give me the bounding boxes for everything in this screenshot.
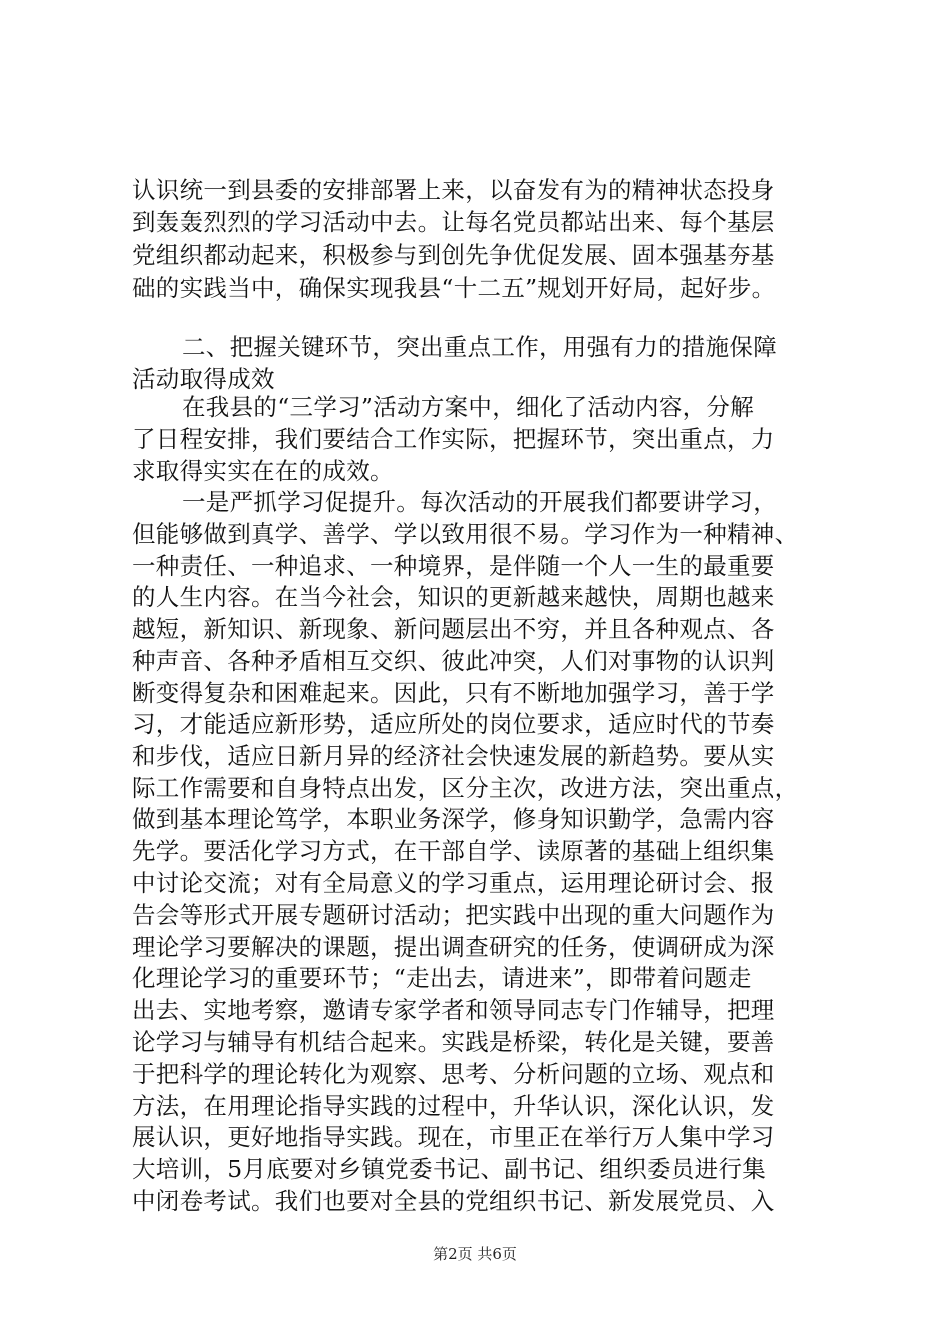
text-line: 断变得复杂和困难起来。因此，只有不断地加强学习，善于学 bbox=[132, 679, 775, 707]
text-line: 党组织都动起来，积极参与到创先争优促发展、固本强基夯基 bbox=[132, 241, 775, 269]
text-line: 方法，在用理论指导实践的过程中，升华认识，深化认识，发 bbox=[132, 1092, 775, 1120]
text-line: 种声音、各种矛盾相互交织、彼此冲突，人们对事物的认识判 bbox=[132, 647, 775, 675]
text-line: 化理论学习的重要环节；“走出去，请进来”，即带着问题走 bbox=[132, 964, 752, 992]
page-footer: 第2页 共6页 bbox=[433, 1245, 517, 1263]
text-line: 先学。要活化学习方式，在干部自学、读原著的基础上组织集 bbox=[132, 837, 775, 865]
text-line: 中讨论交流；对有全局意义的学习重点，运用理论研讨会、报 bbox=[132, 869, 775, 897]
text-line: 于把科学的理论转化为观察、思考、分析问题的立场、观点和 bbox=[132, 1060, 775, 1088]
text-line: 论学习与辅导有机结合起来。实践是桥梁，转化是关键，要善 bbox=[132, 1028, 775, 1056]
section-heading-line: 二、把握关键环节，突出重点工作，用强有力的措施保障 bbox=[182, 333, 777, 361]
text-line: 和步伐，适应日新月异的经济社会快速发展的新趋势。要从实 bbox=[132, 742, 775, 770]
text-line: 一种责任、一种追求、一种境界，是伴随一个人一生的最重要 bbox=[132, 552, 775, 580]
text-line: 的人生内容。在当今社会，知识的更新越来越快，周期也越来 bbox=[132, 583, 775, 611]
text-line: 大培训，5月底要对乡镇党委书记、副书记、组织委员进行集 bbox=[132, 1155, 767, 1183]
text-line: 中闭卷考试。我们也要对全县的党组织书记、新发展党员、入 bbox=[132, 1187, 775, 1215]
text-line: 础的实践当中，确保实现我县“十二五”规划开好局，起好步。 bbox=[132, 274, 776, 302]
text-line: 认识统一到县委的安排部署上来，以奋发有为的精神状态投身 bbox=[132, 176, 775, 204]
text-line: 一是严抓学习促提升。每次活动的开展我们都要讲学习， bbox=[182, 488, 777, 516]
text-line: 到轰轰烈烈的学习活动中去。让每名党员都站出来、每个基层 bbox=[132, 208, 775, 236]
text-line: 但能够做到真学、善学、学以致用很不易。学习作为一种精神、 bbox=[132, 520, 799, 548]
text-line: 在我县的“三学习”活动方案中，细化了活动内容，分解 bbox=[182, 393, 755, 421]
text-line: 习，才能适应新形势，适应所处的岗位要求，适应时代的节奏 bbox=[132, 710, 775, 738]
text-line: 求取得实实在在的成效。 bbox=[132, 457, 394, 485]
text-line: 理论学习要解决的课题，提出调查研究的任务，使调研成为深 bbox=[132, 933, 775, 961]
text-line: 告会等形式开展专题研讨活动；把实践中出现的重大问题作为 bbox=[132, 901, 775, 929]
text-line: 展认识，更好地指导实践。现在，市里正在举行万人集中学习 bbox=[132, 1123, 775, 1151]
text-line: 了日程安排，我们要结合工作实际，把握环节，突出重点，力 bbox=[132, 425, 775, 453]
text-line: 出去、实地考察，邀请专家学者和领导同志专门作辅导，把理 bbox=[132, 996, 775, 1024]
text-line: 越短，新知识、新现象、新问题层出不穷，并且各种观点、各 bbox=[132, 615, 775, 643]
section-heading-line: 活动取得成效 bbox=[132, 365, 275, 393]
text-line: 做到基本理论笃学，本职业务深学，修身知识勤学，急需内容 bbox=[132, 805, 775, 833]
text-line: 际工作需要和自身特点出发，区分主次，改进方法，突出重点， bbox=[132, 774, 799, 802]
